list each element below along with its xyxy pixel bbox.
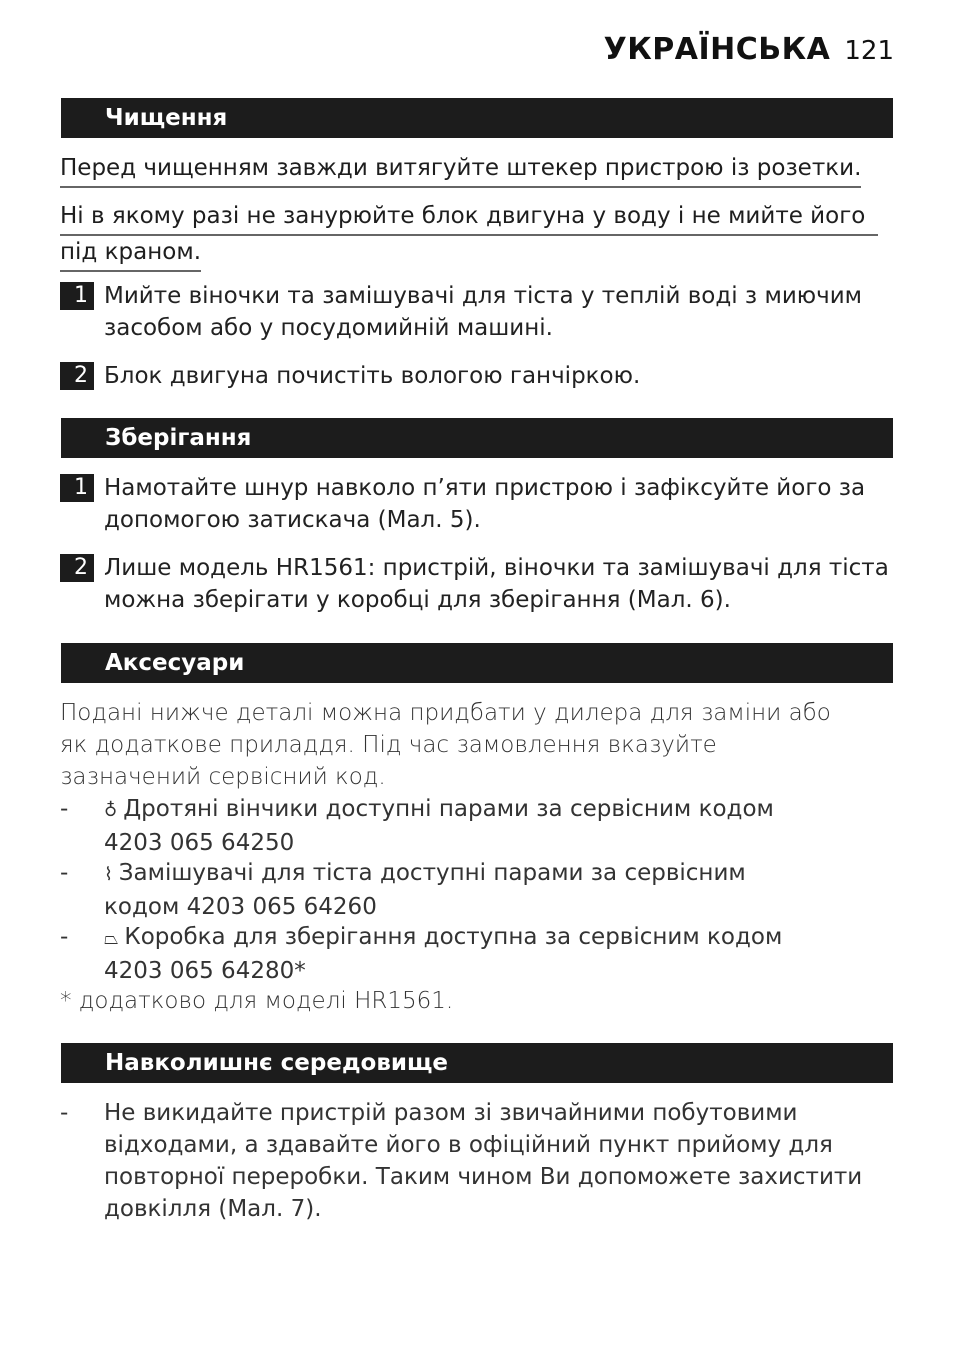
storage-box-icon: ⏢ — [104, 928, 119, 949]
storage-step-1 — [60, 472, 892, 536]
page-number: 121 — [844, 36, 894, 66]
section-heading-accessories: Аксесуари — [61, 643, 893, 683]
accessory-item-storage-box: - ⏢ Коробка для зберігання доступна за сервісним кодом 4203 065 64280* — [60, 924, 783, 984]
cleaning-warning-unplug: Перед чищенням завжди витягуйте штекер пристрою із розетки. — [60, 152, 892, 188]
section-heading-cleaning: Чищення — [61, 98, 893, 138]
accessory-item-whisks: - ♁ Дротяні вінчики доступні парами за сервісним кодом 4203 065 64250 — [60, 796, 774, 856]
cleaning-step-1 — [60, 280, 892, 344]
step-text: Намотайте шнур навколо п’яти пристрою і зафіксуйте його за допомогою затискача (Мал. 5). — [104, 475, 866, 533]
language-title: УКРАЇНСЬКА — [603, 32, 831, 67]
whisk-icon: ♁ — [104, 800, 118, 821]
dough-hook-icon: ⌇ — [104, 864, 113, 885]
page-header — [604, 32, 894, 67]
storage-step-2 — [60, 552, 892, 616]
accessory-item-dough-hooks: - ⌇ Замішувачі для тіста доступні парами за сервісним кодом 4203 065 64260 — [60, 860, 746, 920]
cleaning-step-2 — [60, 360, 892, 392]
step-number: 1 — [60, 282, 94, 310]
environment-item: - Не викидайте пристрій разом зі звичайними побутовими відходами, а здавайте його в офіційний пункт прийому для повторної переробки. Таким чином Ви допоможете захистити довкілля (Мал. 7). — [60, 1100, 863, 1222]
step-number: 2 — [60, 554, 94, 582]
step-text: Мийте віночки та замішувачі для тіста у теплій воді з миючим засобом або у посудомийній машині. — [104, 283, 863, 341]
step-number: 2 — [60, 362, 94, 390]
section-heading-storage: Зберігання — [61, 418, 893, 458]
step-text: Блок двигуна почистіть вологою ганчіркою. — [104, 363, 641, 389]
step-number: 1 — [60, 474, 94, 502]
section-heading-environment: Навколишнє середовище — [61, 1043, 893, 1083]
step-text: Лише модель HR1561: пристрій, віночки та замішувачі для тіста можна зберігати у коробці для зберігання (Мал. 6). — [104, 555, 889, 613]
cleaning-warning-immerse: Ні в якому разі не занурюйте блок двигуна у воду і не мийте його під краном. — [60, 200, 892, 272]
accessories-footnote: * додатково для моделі HR1561. — [60, 988, 454, 1014]
accessories-intro: Подані нижче деталі можна придбати у дилера для заміни або як додаткове приладдя. Під час замовлення вказуйте зазначений сервісний код. — [60, 700, 831, 790]
